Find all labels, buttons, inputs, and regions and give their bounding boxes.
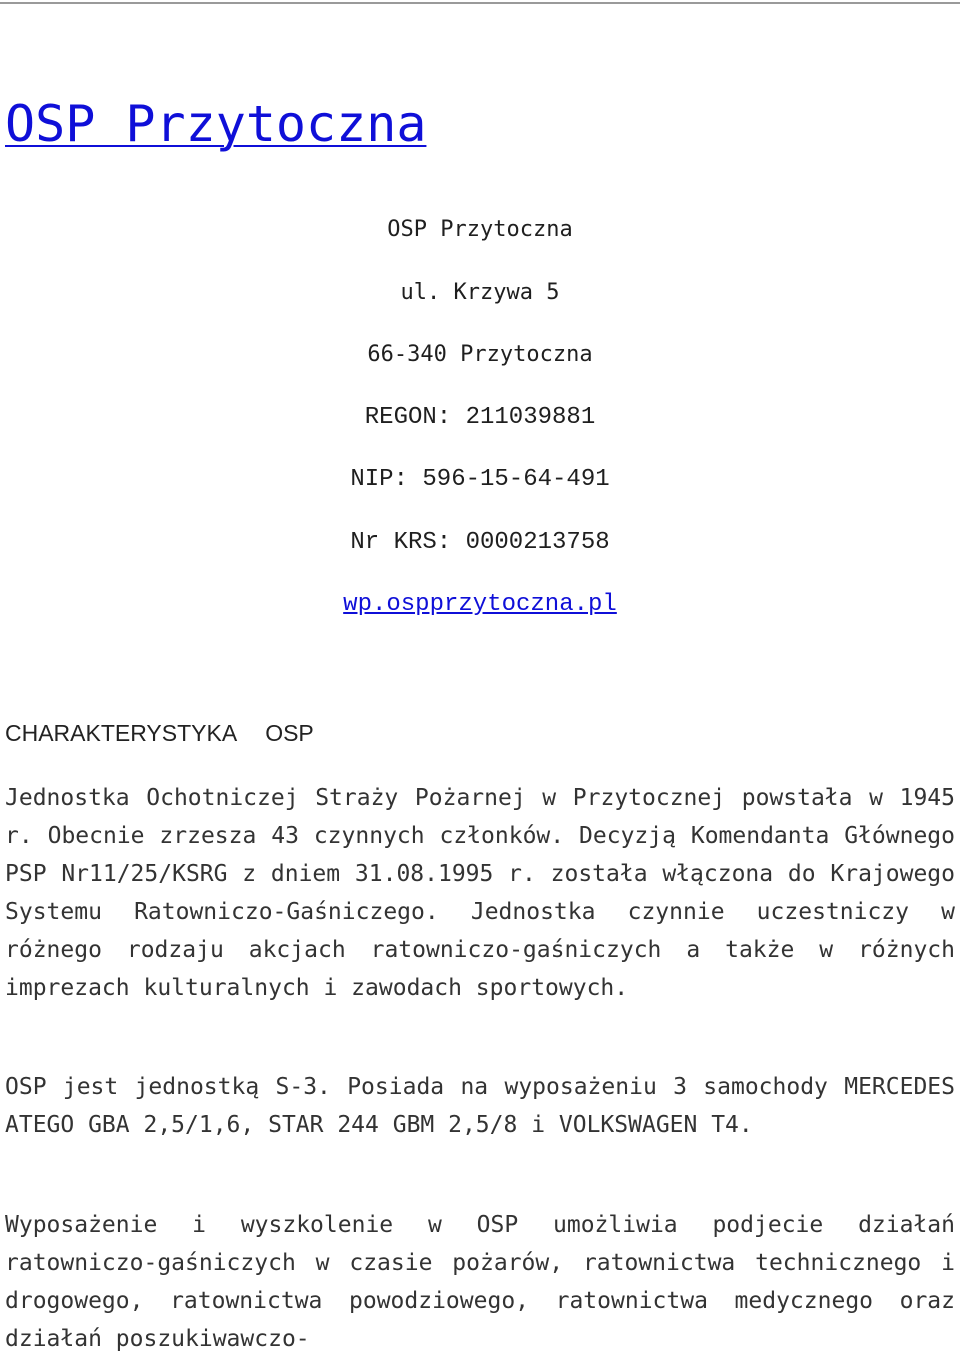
regon-number: REGON: 211039881 — [364, 403, 596, 431]
paragraph-history: Jednostka Ochotniczej Straży Pożarnej w Przytocznej powstała w 1945 r. Obecnie zrzesza 43 czynnych członków. Decyzją Komendanta Głównego PSP Nr11/25/KSRG z dniem 31.08.1995 r. została włączona do Krajowego Systemu Ratowniczo-Gaśniczego. Jednostka czynnie uczestniczy w różnego rodzaju akcjach ratowniczo-gaśniczych a także w różnych imprezach kulturalnych i zawodach sportowych. — [5, 785, 955, 1001]
website-line — [0, 587, 960, 650]
postal-city: 66-340 Przytoczna — [367, 342, 593, 367]
section-heading — [5, 715, 314, 751]
organization-name: OSP Przytoczna — [387, 217, 573, 242]
nip-number: NIP: 596-15-64-491 — [350, 466, 610, 493]
top-divider — [0, 2, 960, 4]
paragraph-equipment: OSP jest jednostką S-3. Posiada na wyposażeniu 3 samochody MERCEDES ATEGO GBA 2,5/1,6, STAR 244 GBM 2,5/8 i VOLKSWAGEN T4. — [5, 1074, 955, 1138]
street-address: ul. Krzywa 5 — [400, 279, 560, 305]
paragraph-capabilities: Wyposażenie i wyszkolenie w OSP umożliwia podjecie działań ratowniczo-gaśniczych w czasie pożarów, ratownictwa technicznego i drogowego, ratownictwa powodziowego, ratownictwa medycznego oraz działań poszukiwawczo- — [5, 1212, 955, 1352]
krs-number: Nr KRS: 0000213758 — [350, 528, 610, 556]
section-heading-word: CHARAKTERYSTYKA — [5, 720, 238, 746]
page-title-link[interactable]: OSP Przytoczna — [5, 95, 427, 153]
page-title — [5, 92, 426, 156]
section-heading-osp: OSP — [265, 720, 314, 746]
website-link[interactable]: wp.ospprzytoczna.pl — [343, 591, 617, 618]
contact-block — [0, 212, 960, 650]
